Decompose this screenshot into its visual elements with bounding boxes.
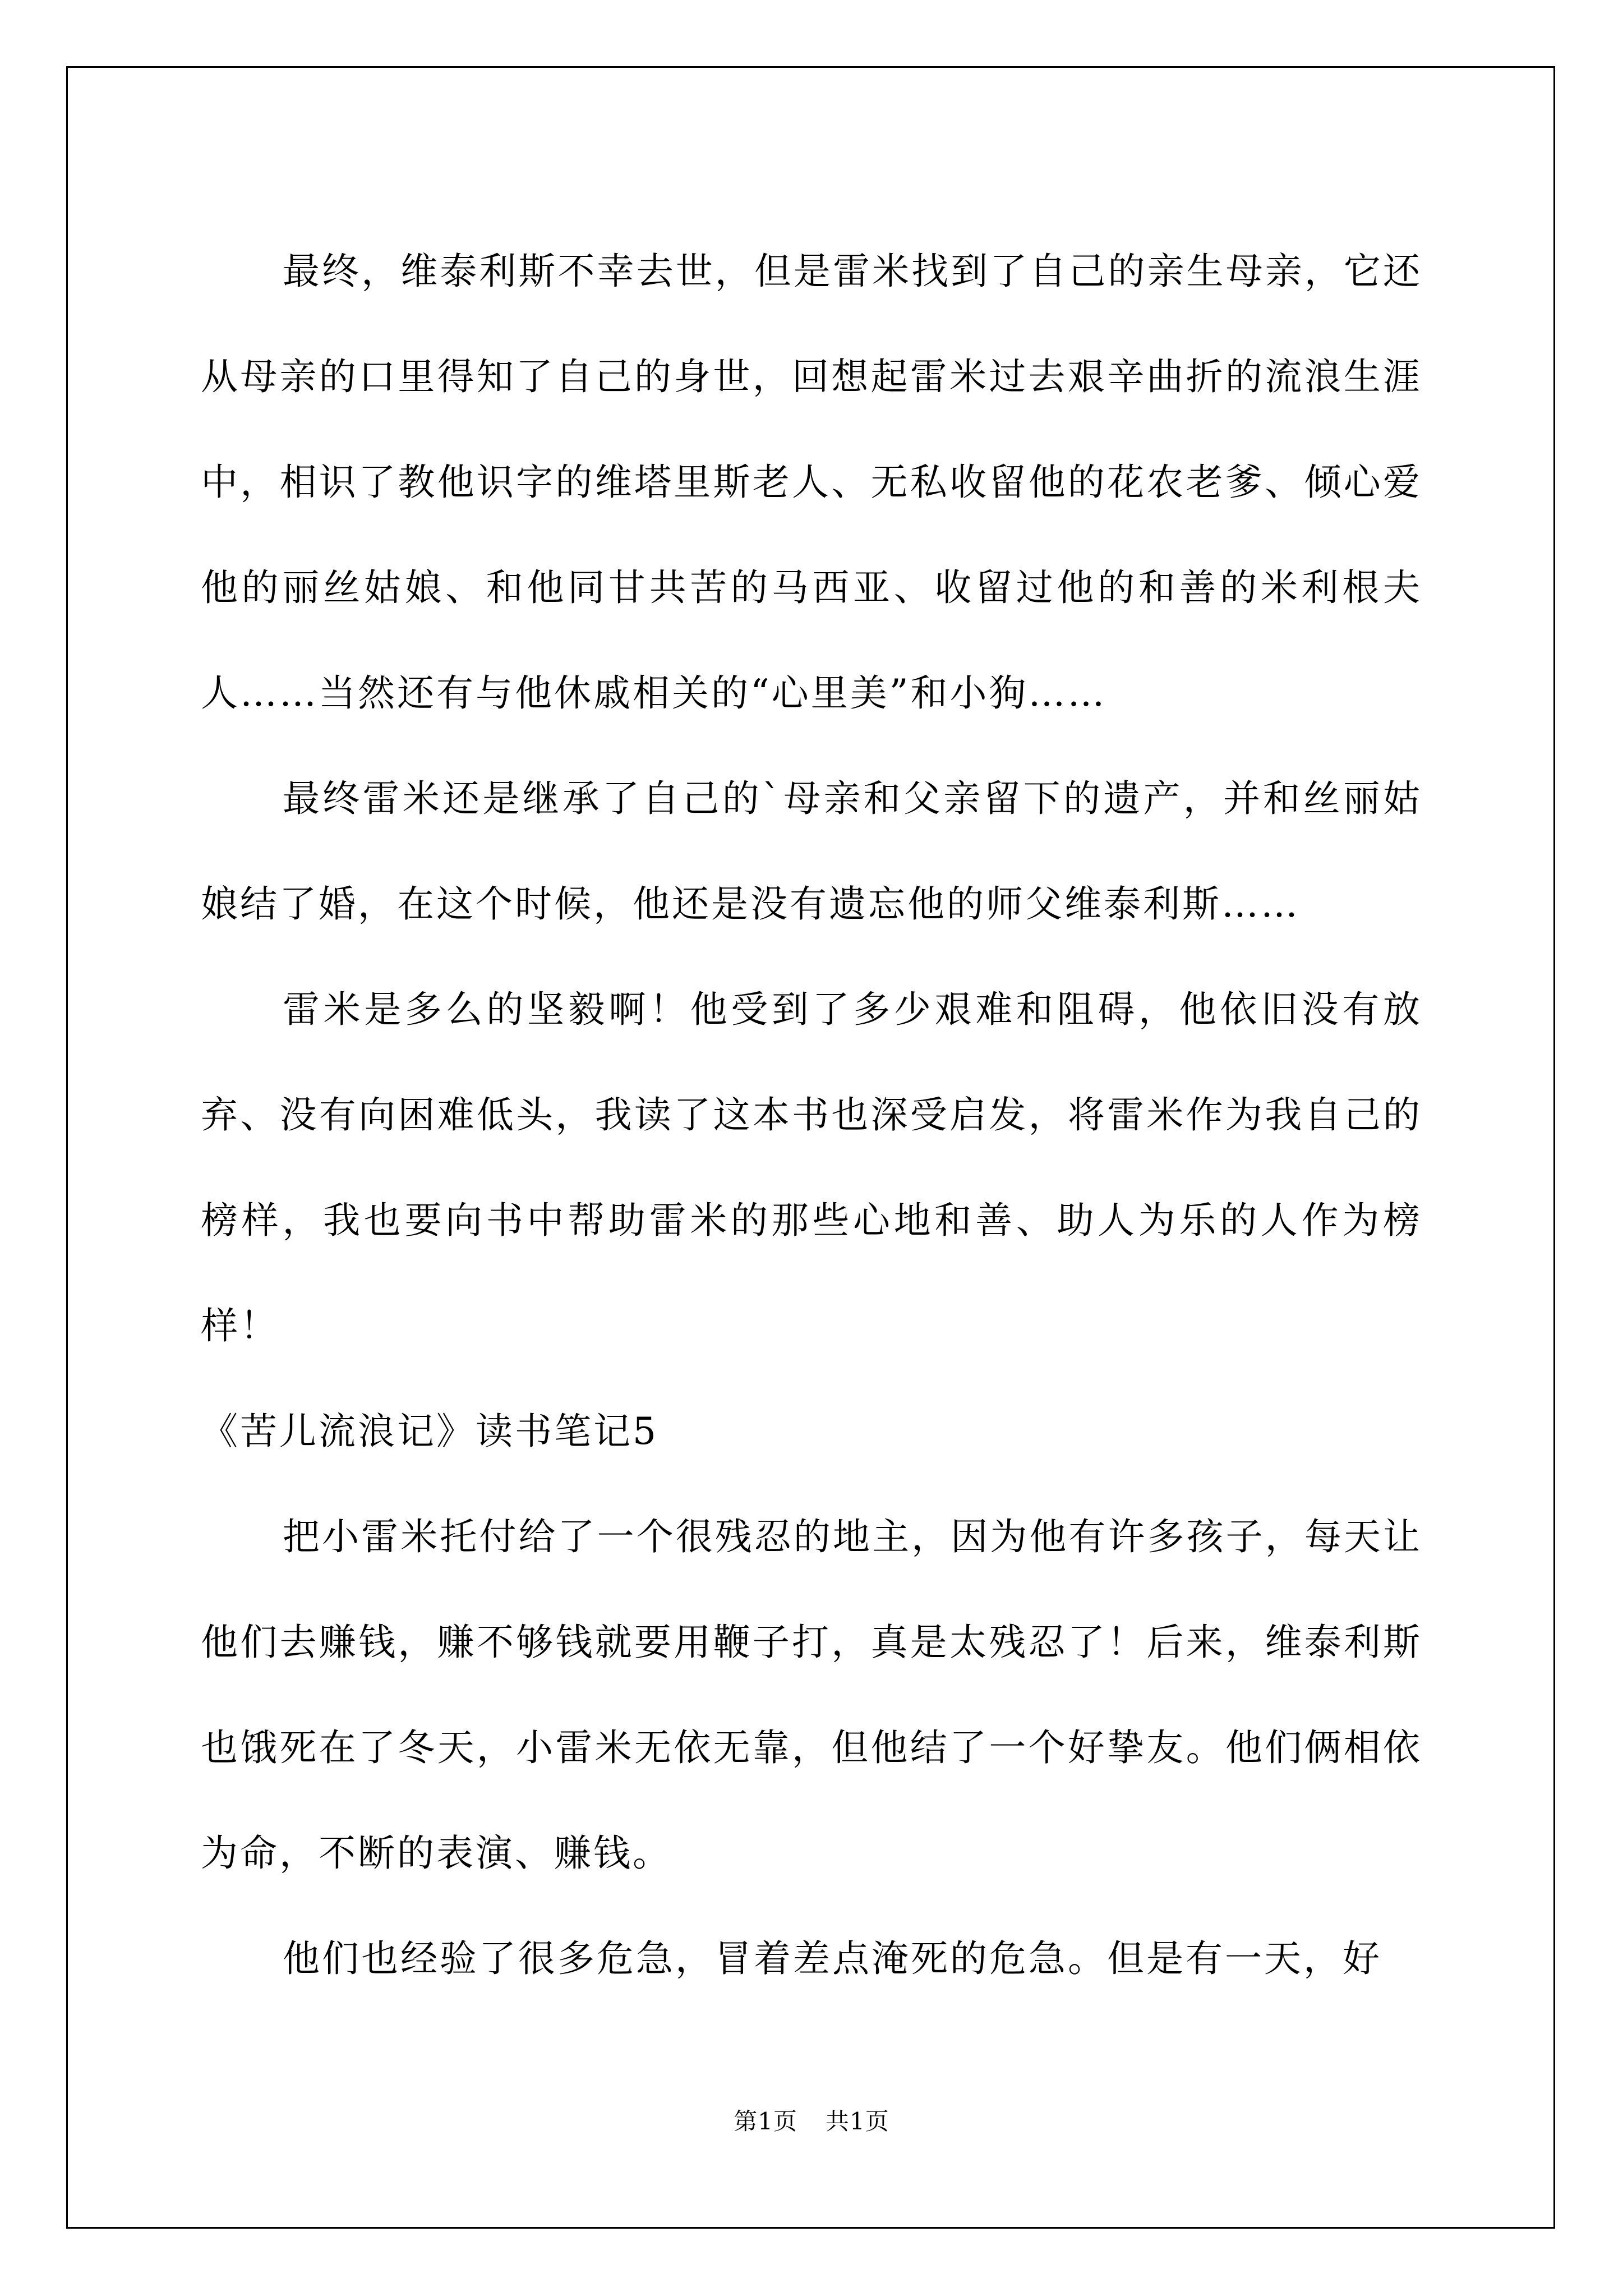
- paragraph-5: 他们也经验了很多危急，冒着差点淹死的危急。但是有一天，好: [283, 1937, 1382, 1980]
- paragraph-2: 最终雷米还是继承了自己的`母亲和父亲留下的遗产，并和丝丽姑娘结了婚，在这个时候，他还是没有遗忘他的师父维泰利斯……: [201, 777, 1422, 926]
- document-body: [201, 219, 1422, 2012]
- paragraph-3: 雷米是多么的坚毅啊！他受到了多少艰难和阻碍，他依旧没有放弃、没有向困难低头，我读了这本书也深受启发，将雷米作为我自己的榜样，我也要向书中帮助雷米的那些心地和善、助人为乐的人作为榜样！: [201, 988, 1422, 1347]
- paragraph-4: 把小雷米托付给了一个很残忍的地主，因为他有许多孩子，每天让他们去赚钱，赚不够钱就要用鞭子打，真是太残忍了！后来，维泰利斯也饿死在了冬天，小雷米无依无靠，但他结了一个好挚友。他们俩相依为命，不断的表演、赚钱。: [201, 1515, 1422, 1875]
- section-heading: 《苦儿流浪记》读书笔记5: [201, 1410, 658, 1453]
- paragraph-1: 最终，维泰利斯不幸去世，但是雷米找到了自己的亲生母亲，它还从母亲的口里得知了自己的身世，回想起雷米过去艰辛曲折的流浪生涯中，相识了教他识字的维塔里斯老人、无私收留他的花农老爹、倾心爱他的丽丝姑娘、和他同甘共苦的马西亚、收留过他的和善的米利根夫人……当然还有与他休戚相关的“心里美”和小狗……: [201, 250, 1422, 715]
- page-number: 第1页: [734, 2108, 797, 2135]
- page-total: 共1页: [826, 2108, 889, 2135]
- page-footer: [0, 2105, 1623, 2138]
